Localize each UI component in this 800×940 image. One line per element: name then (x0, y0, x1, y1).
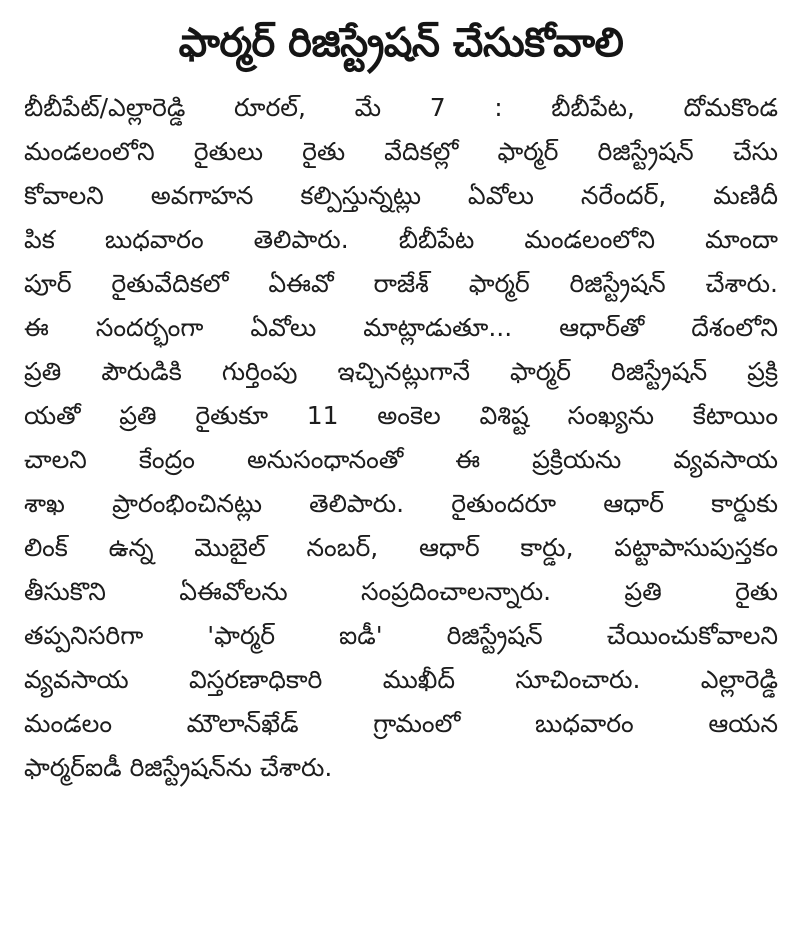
article-line: శాఖ ప్రారంభించినట్లు తెలిపారు. రైతుందరూ ఆధార్ కార్డుకు (24, 489, 778, 518)
article-line: పూర్ రైతువేదికలో ఏఈవో రాజేశ్ ఫార్మర్ రిజిస్ట్రేషన్ చేశారు. (24, 269, 778, 298)
article-line: తప్పనిసరిగా 'ఫార్మర్ ఐడీ' రిజిస్ట్రేషన్ చేయించుకోవాలని (24, 621, 778, 650)
article-line: లింక్ ఉన్న మొబైల్ నంబర్, ఆధార్ కార్డు, పట్టాపాసుపుస్తకం (24, 533, 778, 562)
article-headline: ఫార్మర్ రిజిస్ట్రేషన్ చేసుకోవాలి (178, 20, 624, 66)
article-body (24, 86, 778, 790)
article-line: కోవాలని అవగాహన కల్పిస్తున్నట్లు ఏవోలు నరేందర్, మణిదీ (24, 181, 778, 210)
article-line: పిక బుధవారం తెలిపారు. బీబీపేట మండలంలోని మాందా (24, 225, 778, 254)
article-line: బీబీపేట్/ఎల్లారెడ్డి రూరల్, మే 7 : బీబీపేట, దోమకొండ (24, 93, 778, 122)
article-line-last: ఫార్మర్‌ఐడీ రిజిస్ట్రేషన్‌ను చేశారు. (24, 753, 333, 782)
article-line: వ్యవసాయ విస్తరణాధికారి ముఖీద్ సూచించారు. ఎల్లారెడ్డి (24, 665, 778, 694)
article-line: ఈ సందర్భంగా ఏవోలు మాట్లాడుతూ... ఆధార్‌తో దేశంలోని (24, 313, 778, 342)
article-line: మండలం మౌలాన్‌ఖేడ్ గ్రామంలో బుధవారం ఆయన (24, 709, 778, 738)
article-line: ప్రతి పౌరుడికి గుర్తింపు ఇచ్చినట్లుగానే ఫార్మర్ రిజిస్ట్రేషన్ ప్రక్రి (24, 357, 778, 386)
article-line: తీసుకొని ఏఈవోలను సంప్రదించాలన్నారు. ప్రతి రైతు (24, 577, 778, 606)
article-line: చాలని కేంద్రం అనుసంధానంతో ఈ ప్రక్రియను వ్యవసాయ (24, 445, 778, 474)
article-line: మండలంలోని రైతులు రైతు వేదికల్లో ఫార్మర్ రిజిస్ట్రేషన్ చేసు (24, 137, 778, 166)
article-line: యతో ప్రతి రైతుకూ 11 అంకెల విశిష్ట సంఖ్యను కేటాయిం (24, 401, 778, 430)
